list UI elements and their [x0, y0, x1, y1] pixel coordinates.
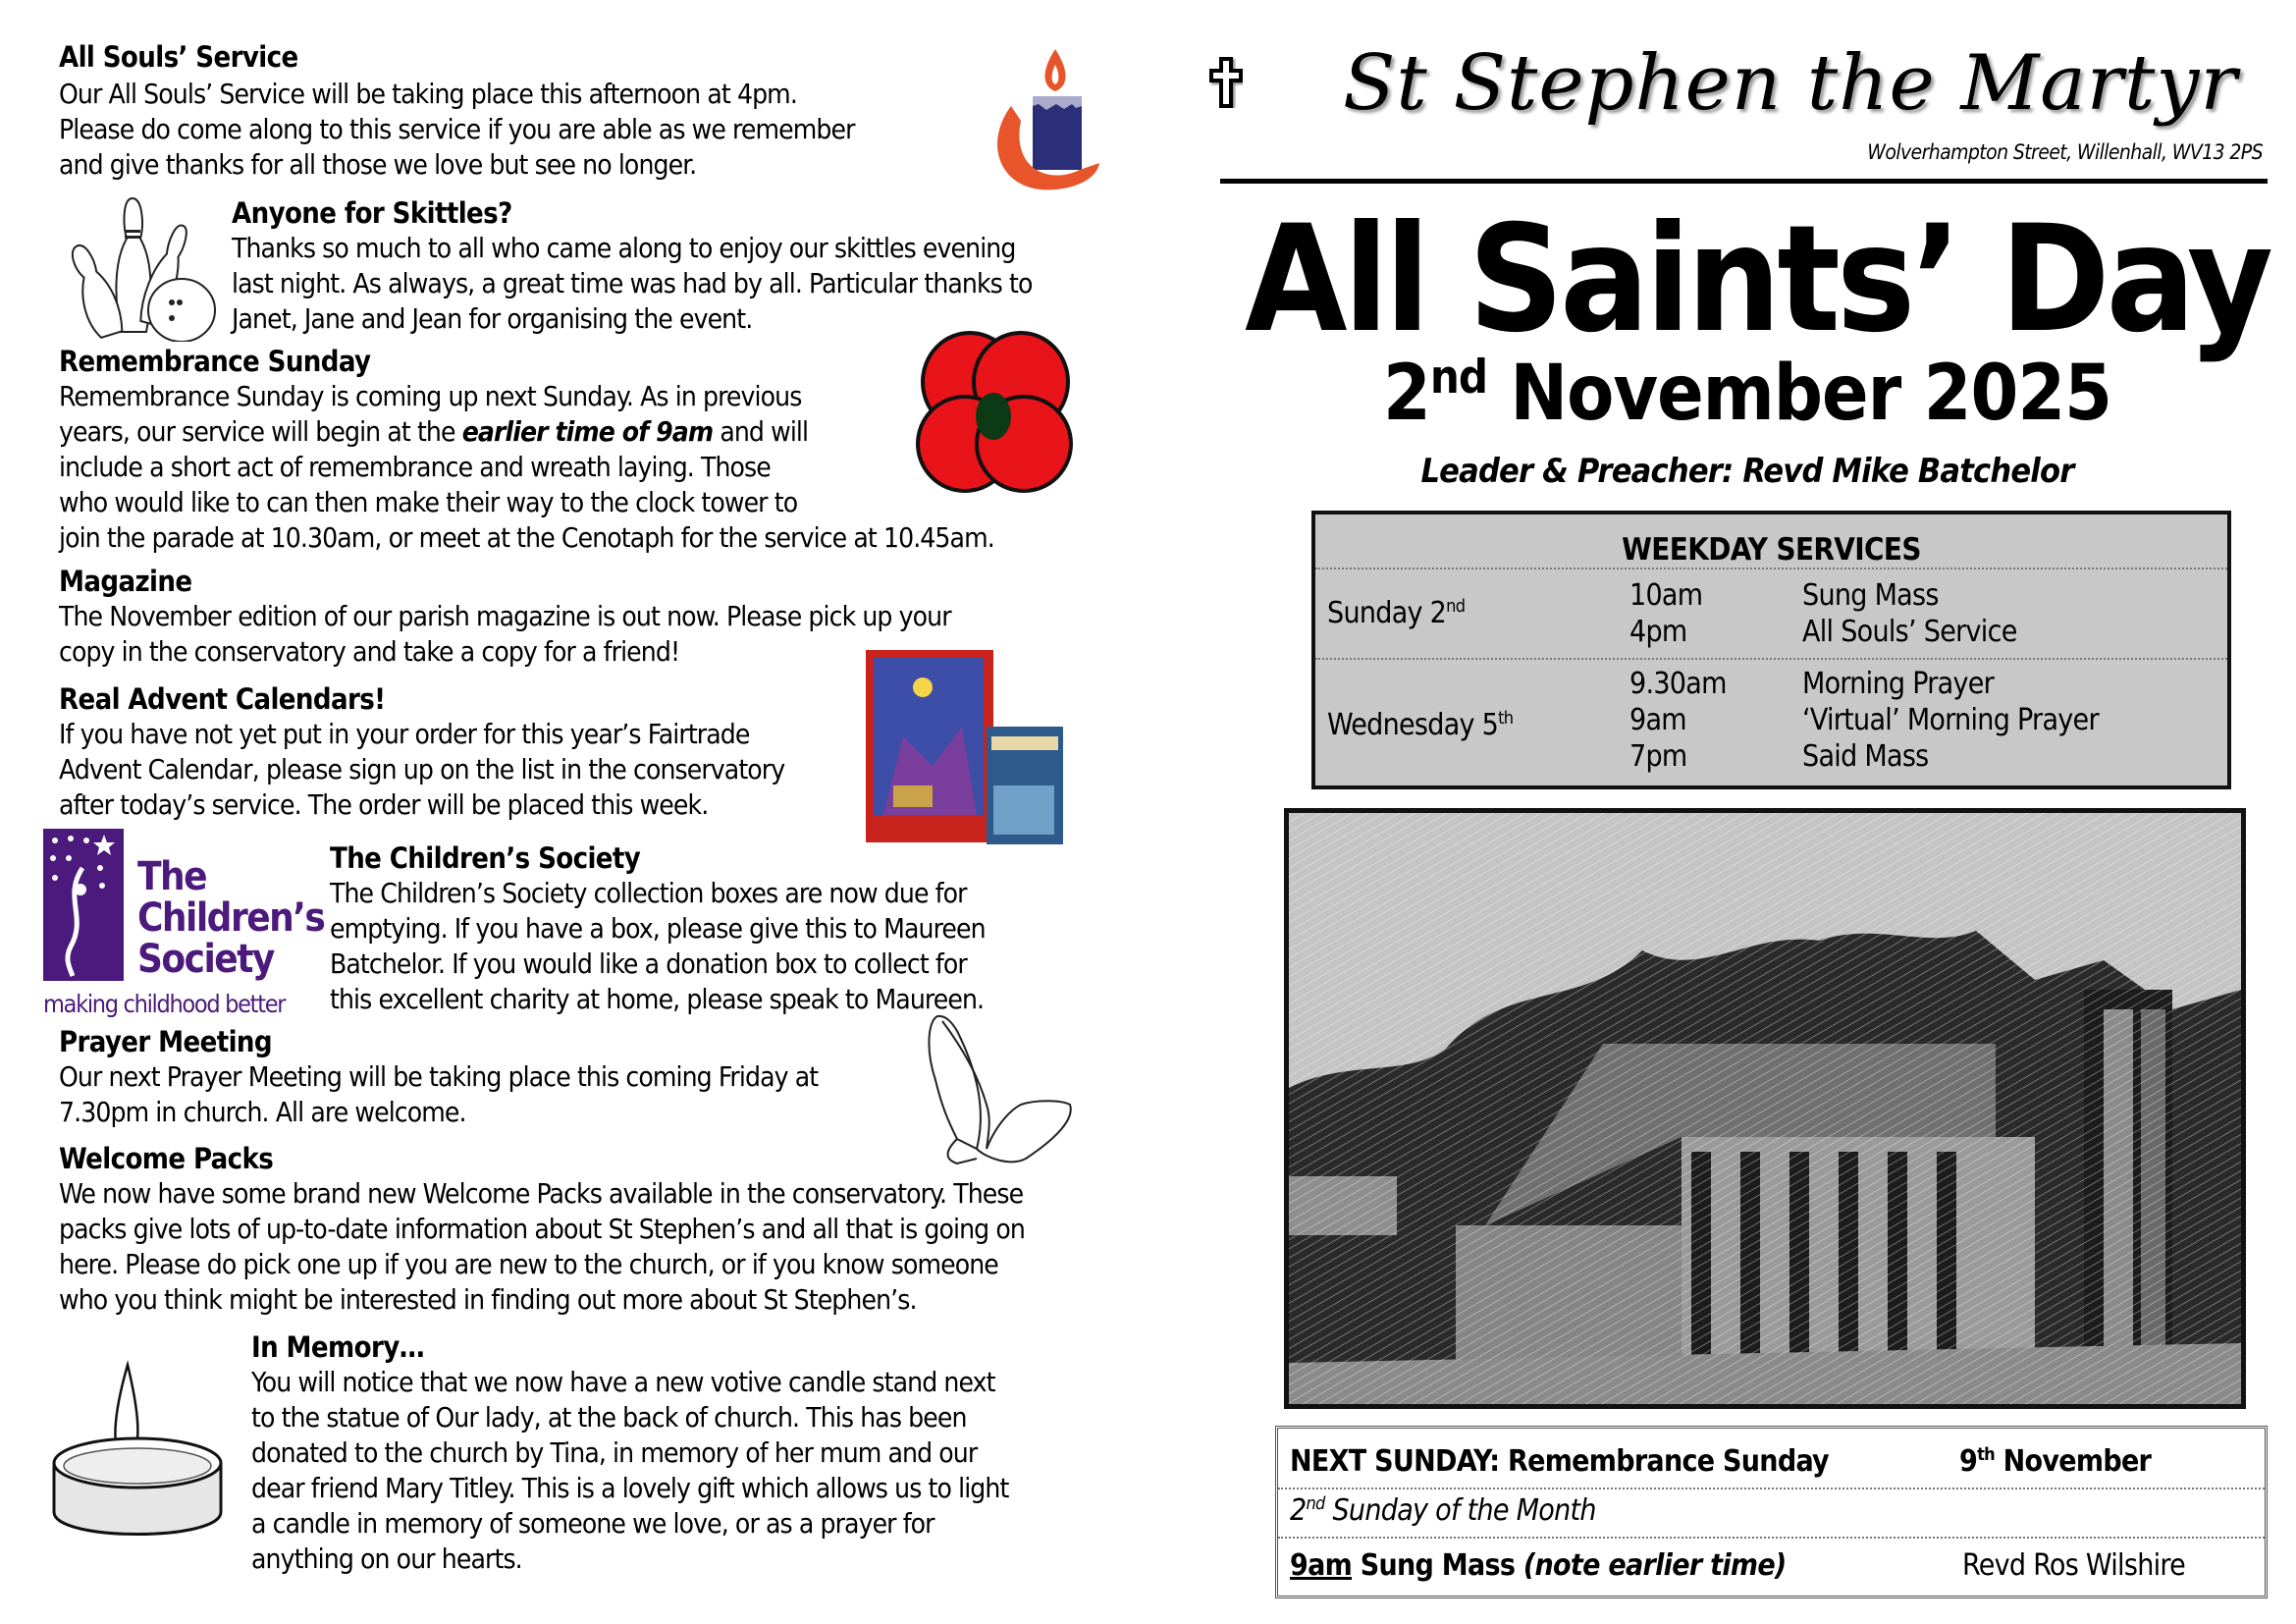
day-suffix: nd: [1446, 596, 1466, 617]
poppy-icon: [911, 328, 1078, 497]
date-suffix: nd: [1429, 352, 1487, 405]
body-line: after today’s service. The order will be placed this week.: [59, 788, 709, 821]
next-service-line: [1290, 1548, 1787, 1583]
next-sunday-table: [1275, 1426, 2268, 1598]
church-sketch-image: [1289, 813, 2241, 1404]
service-times: [1629, 577, 1702, 650]
remembrance-heading: Remembrance Sunday: [59, 345, 371, 378]
service-time: 9.30am: [1629, 667, 1727, 701]
service-name: Morning Prayer: [1802, 667, 1995, 701]
date-day: 2: [1383, 350, 1430, 438]
body-line: Advent Calendar, please sign up on the list in the conservatory: [59, 753, 785, 785]
votive-candle-icon: [49, 1360, 236, 1546]
childrens-society-logo: [43, 829, 325, 1025]
services-heading: WEEKDAY SERVICES: [1622, 532, 1921, 568]
row-divider: [1315, 568, 2227, 569]
body-line: The November edition of our parish magazine is out now. Please pick up your: [59, 600, 951, 632]
body-line: If you have not yet put in your order for this year’s Fairtrade: [59, 718, 750, 750]
leader-line: Leader & Preacher: Revd Mike Batchelor: [1420, 452, 2074, 491]
row-divider: [1315, 658, 2227, 660]
body-line: last night. As always, a great time was had by all. Particular thanks to: [232, 267, 1033, 299]
body-line: dear friend Mary Titley. This is a lovely gift which allows us to light: [251, 1472, 1009, 1504]
logo-star-panel: [43, 829, 124, 981]
body-line: packs give lots of up-to-date information about St Stephen’s and all that is going on: [59, 1213, 1025, 1245]
service-time: 7pm: [1629, 739, 1687, 774]
body-line: Batchelor. If you would like a donation box to collect for: [330, 947, 967, 980]
header-rule: [1220, 179, 2268, 184]
body-line: emptying. If you have a box, please give this to Maureen: [330, 912, 986, 945]
service-day: [1327, 595, 1465, 631]
welcome-heading: Welcome Packs: [59, 1142, 274, 1175]
skittles-body: [232, 231, 1032, 337]
day-suffix: th: [1498, 708, 1514, 729]
body-line: copy in the conservatory and take a copy for a friend!: [59, 635, 680, 668]
prayer-body: [59, 1059, 818, 1130]
logo-tagline: making childhood better: [43, 990, 286, 1018]
date-rest: November 2025: [1486, 350, 2111, 438]
body-line: include a short act of remembrance and wreath laying. Those: [59, 451, 771, 483]
skittles-heading: Anyone for Skittles?: [232, 196, 512, 230]
body-line: this excellent charity at home, please speak to Maureen.: [330, 983, 985, 1015]
body-line: The Children’s Society collection boxes are now due for: [330, 877, 967, 909]
body-line: to the statue of Our lady, at the back of church. This has been: [251, 1401, 967, 1434]
church-name: St Stephen the Martyr: [1343, 39, 2238, 128]
praying-hands-icon: [918, 1011, 1085, 1173]
date-num: 9: [1959, 1444, 1978, 1479]
service-time: 9am: [1629, 703, 1686, 737]
body-line: Please do come along to this service if you are able as we remember: [59, 113, 855, 145]
body-text: and will: [713, 415, 809, 448]
body-line: 7.30pm in church. All are welcome.: [59, 1096, 466, 1128]
cross-icon: [1209, 57, 1243, 108]
service-names: [1802, 666, 2099, 775]
star-figure-icon: [43, 829, 124, 981]
day-text: Sunday 2: [1327, 596, 1447, 630]
candle-hand-icon: [982, 47, 1109, 194]
body-line: Janet, Jane and Jean for organising the event.: [232, 302, 753, 335]
childrens-society-body: [330, 876, 986, 1017]
body-line: You will notice that we now have a new votive candle stand next: [251, 1366, 995, 1398]
minister-name: Revd Ros Wilshire: [1962, 1548, 2186, 1583]
body-line: donated to the church by Tina, in memory of her mum and our: [251, 1436, 978, 1469]
service-name: Sung Mass: [1802, 578, 1939, 613]
childrens-society-heading: The Children’s Society: [330, 841, 641, 875]
all-souls-heading: All Souls’ Service: [59, 40, 298, 74]
date-rest: November: [1994, 1444, 2152, 1479]
service-date: [1217, 350, 2277, 438]
weekday-services-table: [1311, 511, 2231, 789]
emphasis-text: earlier time of 9am: [461, 415, 714, 448]
service-name: Said Mass: [1802, 739, 1929, 774]
service-name: ‘Virtual’ Morning Prayer: [1802, 703, 2099, 737]
logo-wordmark: [137, 856, 324, 980]
row-divider: [1278, 1488, 2265, 1489]
memory-heading: In Memory…: [251, 1330, 425, 1364]
church-photo: [1284, 808, 2246, 1409]
skittles-icon: [25, 194, 226, 342]
sub-rest: Sunday of the Month: [1324, 1493, 1596, 1528]
body-line: Our All Souls’ Service will be taking place this afternoon at 4pm.: [59, 78, 797, 110]
advent-heading: Real Advent Calendars!: [59, 682, 386, 716]
date-suffix: th: [1977, 1444, 1995, 1465]
service-name: All Souls’ Service: [1802, 615, 2017, 649]
page-title: All Saints’ Day: [1245, 194, 2269, 365]
body-line: join the parade at 10.30am, or meet at the Cenotaph for the service at 10.45am.: [59, 521, 994, 554]
service-times: [1629, 666, 1727, 775]
sub-suffix: nd: [1306, 1493, 1325, 1514]
body-line: We now have some brand new Welcome Packs available in the conservatory. These: [59, 1177, 1024, 1210]
service-note: (note earlier time): [1522, 1548, 1787, 1583]
service-time: 10am: [1629, 578, 1703, 613]
sunday-of-month: [1290, 1493, 1596, 1528]
logo-word: Society: [137, 937, 274, 982]
body-line: anything on our hearts.: [251, 1543, 522, 1575]
next-sunday-label: NEXT SUNDAY: Remembrance Sunday: [1290, 1444, 1829, 1479]
row-divider: [1278, 1537, 2265, 1539]
advent-calendar-image: [864, 648, 1065, 846]
welcome-body: [59, 1176, 1025, 1318]
service-name: Sung Mass: [1352, 1548, 1523, 1583]
body-line: Remembrance Sunday is coming up next Sunday. As in previous: [59, 380, 802, 412]
service-day: [1327, 707, 1513, 743]
body-line: who would like to can then make their way to the clock tower to: [59, 486, 798, 518]
all-souls-body: [59, 77, 855, 183]
day-text: Wednesday 5: [1327, 708, 1499, 742]
logo-word: The: [137, 854, 207, 899]
remembrance-body: [59, 379, 994, 556]
service-time: 9am: [1290, 1548, 1353, 1583]
logo-word: Children’s: [137, 895, 325, 941]
body-line: a candle in memory of someone we love, or as a prayer for: [251, 1507, 934, 1540]
next-sunday-date: [1959, 1444, 2151, 1479]
church-address: Wolverhampton Street, Willenhall, WV13 2PS: [1867, 140, 2263, 164]
advent-body: [59, 717, 784, 823]
body-line: Thanks so much to all who came along to enjoy our skittles evening: [232, 232, 1016, 264]
body-text: years, our service will begin at the: [59, 415, 462, 448]
body-line: [59, 414, 994, 450]
service-names: [1802, 577, 2017, 650]
memory-body: [251, 1365, 1008, 1577]
magazine-heading: Magazine: [59, 565, 192, 598]
body-line: here. Please do pick one up if you are new to the church, or if you know someone: [59, 1248, 998, 1280]
body-line: and give thanks for all those we love but see no longer.: [59, 148, 697, 181]
body-line: who you think might be interested in finding out more about St Stephen’s.: [59, 1283, 917, 1316]
sub-num: 2: [1290, 1493, 1307, 1528]
body-line: Our next Prayer Meeting will be taking place this coming Friday at: [59, 1060, 819, 1093]
magazine-body: [59, 599, 951, 670]
prayer-heading: Prayer Meeting: [59, 1025, 272, 1058]
service-time: 4pm: [1629, 615, 1687, 649]
